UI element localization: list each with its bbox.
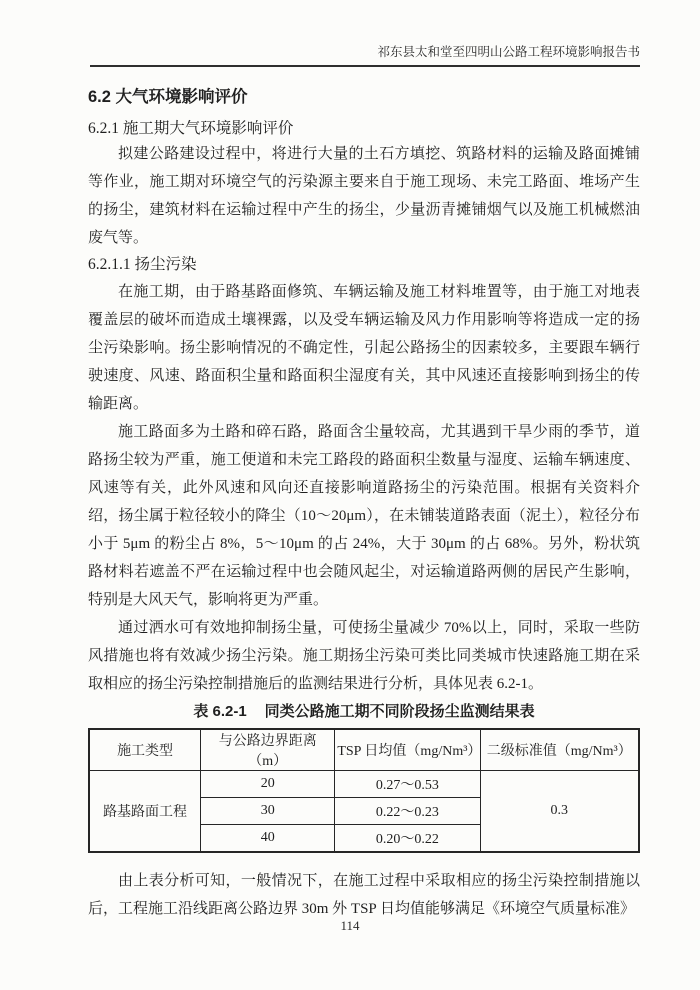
- table-cell-distance: 40: [201, 825, 335, 853]
- table-cell-tsp-range: 0.20～0.22: [335, 825, 480, 853]
- table-cell-tsp-range: 0.22～0.23: [335, 798, 480, 825]
- table-caption-text: 同类公路施工期不同阶段扬尘监测结果表: [264, 703, 535, 720]
- table-cell-distance: 20: [201, 771, 335, 798]
- table-cell-construction-type: 路基路面工程: [89, 771, 201, 853]
- paragraph-construction-sources: 拟建公路建设过程中，将进行大量的土石方填挖、筑路材料的运输及路面摊铺等作业，施工期对环境空气的污染源主要来自于施工现场、未完工路面、堆场产生的扬尘，建筑材料在运输过程中产生的扬尘，少量沥青摊铺烟气以及施工机械燃油废气等。: [88, 146, 640, 246]
- page-number: 114: [340, 918, 360, 933]
- paragraph-dust-factors: 在施工期，由于路基路面修筑、车辆运输及施工材料堆置等，由于施工对地表覆盖层的破坏而造成土壤裸露，以及受车辆运输及风力作用影响等将造成一定的扬尘污染影响。扬尘影响情况的不确定性，引起公路扬尘的因素较多，主要跟车辆行驶速度、风速、路面积尘量和路面积尘湿度有关，其中风速还直接影响到扬尘的传输距离。: [88, 284, 640, 412]
- table-row: [89, 771, 639, 798]
- section-heading-6-2: 6.2 大气环境影响评价: [88, 88, 248, 106]
- table-header-class2-standard: 二级标准值（mg/Nm³）: [480, 729, 639, 771]
- table-caption-label: 表 6.2-1: [193, 703, 247, 720]
- table-header-distance: 与公路边界距离（m）: [201, 729, 335, 771]
- section-heading-6-2-1: 6.2.1 施工期大气环境影响评价: [88, 120, 294, 137]
- table-header-tsp-daily-mean: TSP 日均值（mg/Nm³）: [335, 729, 480, 771]
- page-header: [90, 44, 640, 67]
- table-cell-tsp-range: 0.27～0.53: [335, 771, 480, 798]
- page-content: [88, 86, 640, 923]
- paragraph-table-conclusion: 由上表分析可知，一般情况下，在施工过程中采取相应的扬尘污染控制措施以后，工程施工沿线距离公路边界 30m 外 TSP 日均值能够满足《环境空气质量标准》: [88, 873, 640, 917]
- table-cell-distance: 30: [201, 798, 335, 825]
- dust-monitoring-table: [88, 728, 640, 853]
- table-header-construction-type: 施工类型: [89, 729, 201, 771]
- paragraph-road-surface-dust: 施工路面多为土路和碎石路，路面含尘量较高，尤其遇到干旱少雨的季节，道路扬尘较为严重，施工便道和未完工路段的路面积尘数量与湿度、运输车辆速度、风速等有关，此外风速和风向还直接影响道路扬尘的污染范围。根据有关资料介绍，扬尘属于粒径较小的降尘（10～20μm），在未铺装道路表面（泥土），粒径分布小于 5μm 的粉尘占 8%，5～10μm 的占 24%，大于 30μm 的占 68%。另外，粉状筑路材料若遮盖不严在运输过程中也会随风起尘，对运输道路两侧的居民产生影响，特别是大风天气，影响将更为严重。: [88, 424, 640, 608]
- table-cell-standard-value: 0.3: [480, 771, 639, 853]
- paragraph-water-spray-control: 通过洒水可有效地抑制扬尘量，可使扬尘量减少 70%以上，同时，采取一些防风措施也将有效减少扬尘污染。施工期扬尘污染可类比同类城市快速路施工期在采取相应的扬尘污染控制措施后的监测结果进行分析，具体见表 6.2-1。: [88, 620, 640, 692]
- section-heading-6-2-1-1: 6.2.1.1 扬尘污染: [88, 256, 197, 273]
- page-footer: [0, 918, 700, 934]
- table-header-row: [89, 729, 639, 771]
- table-caption: [88, 702, 640, 722]
- running-header-title: 祁东县太和堂至四明山公路工程环境影响报告书: [377, 45, 640, 59]
